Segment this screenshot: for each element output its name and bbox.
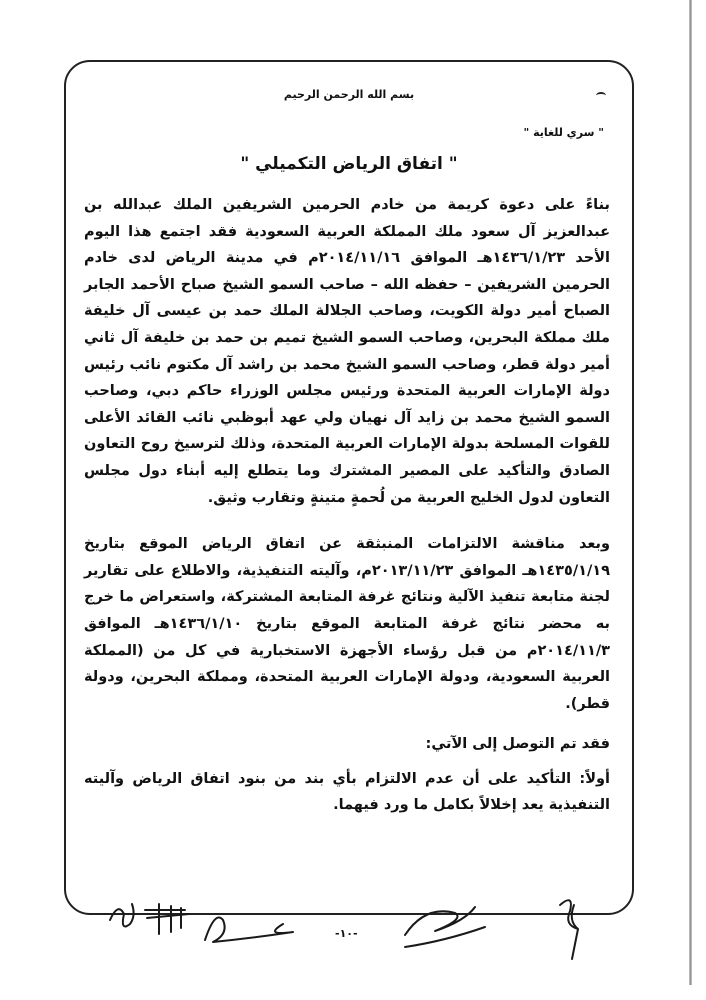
paragraph-discussion: وبعد مناقشة الالتزامات المنبثقة عن اتفاق الرياض الموقع بتاريخ ١٤٣٥/١/١٩هـ الموافق ٢٠١٣/١١/٢٣م، وآليته التنفيذية، والاطلاع على تقارير لجنة متابعة تنفيذ الآلية ونتائج غرفة المتابعة المشتركة، واستعراض ما خرج به محضر نتائج غرفة المتابعة الموقع بتاريخ ١٤٣٦/١/١٠هـ الموافق ٢٠١٤/١١/٣م من قبل رؤساء الأجهزة الاستخبارية في كل من (المملكة العربية السعودية، ودولة الإمارات العربية المتحدة، ومملكة البحرين، ودولة قطر).	[84, 536, 610, 712]
classification-label: " سري للغاية "	[523, 126, 604, 139]
paragraph-agreement-intro: فقد تم التوصل إلى الآتي:	[425, 736, 610, 753]
signature-initial-4	[405, 907, 485, 947]
signature-initial-2	[145, 904, 189, 934]
basmala-heading: بسم الله الرحمن الرحيم	[283, 88, 415, 101]
signature-initial-1	[110, 904, 134, 926]
document-title: " اتفاق الرياض التكميلي "	[240, 154, 458, 174]
document-body	[84, 192, 610, 819]
signature-initial-5	[560, 900, 578, 959]
signature-initial-3	[205, 918, 293, 943]
document-frame	[64, 60, 634, 915]
paragraph-clause-one: أولاً: التأكيد على أن عدم الالتزام بأي بند من بنود اتفاق الرياض وآليته التنفيذية يعد إخلالاً بكامل ما ورد فيهما.	[84, 770, 610, 814]
signatures-area	[0, 880, 706, 990]
scan-mark	[596, 92, 606, 99]
page-number: -١٠-	[335, 927, 358, 940]
page-edge-shadow	[689, 0, 692, 985]
paragraph-preamble: بناءً على دعوة كريمة من خادم الحرمين الشريفين الملك عبدالله بن عبدالعزيز آل سعود ملك المملكة العربية السعودية فقد اجتمع هذا اليوم الأحد ١٤٣٦/١/٢٣هـ الموافق ٢٠١٤/١١/١٦م في مدينة الرياض لدى خادم الحرمين الشريفين – حفظه الله – صاحب السمو الشيخ صباح الأحمد الجابر الصباح أمير دولة الكويت، وصاحب الجلالة الملك حمد بن عيسى آل خليفة ملك مملكة البحرين، وصاحب السمو الشيخ تميم بن حمد بن خليفة آل ثاني أمير دولة قطر، وصاحب السمو الشيخ محمد بن راشد آل مكتوم نائب رئيس دولة الإمارات العربية المتحدة ورئيس مجلس الوزراء حاكم دبي، وصاحب السمو الشيخ محمد بن زايد آل نهيان ولي عهد أبوظبي نائب القائد الأعلى للقوات المسلحة بدولة الإمارات العربية المتحدة، وذلك لترسيخ روح التعاون الصادق والتأكيد على المصير المشترك وما يتطلع إليه أبناء دول مجلس التعاون لدول الخليج العربية من لُحمةٍ متينةٍ وتقارب وثيق.	[84, 197, 610, 506]
